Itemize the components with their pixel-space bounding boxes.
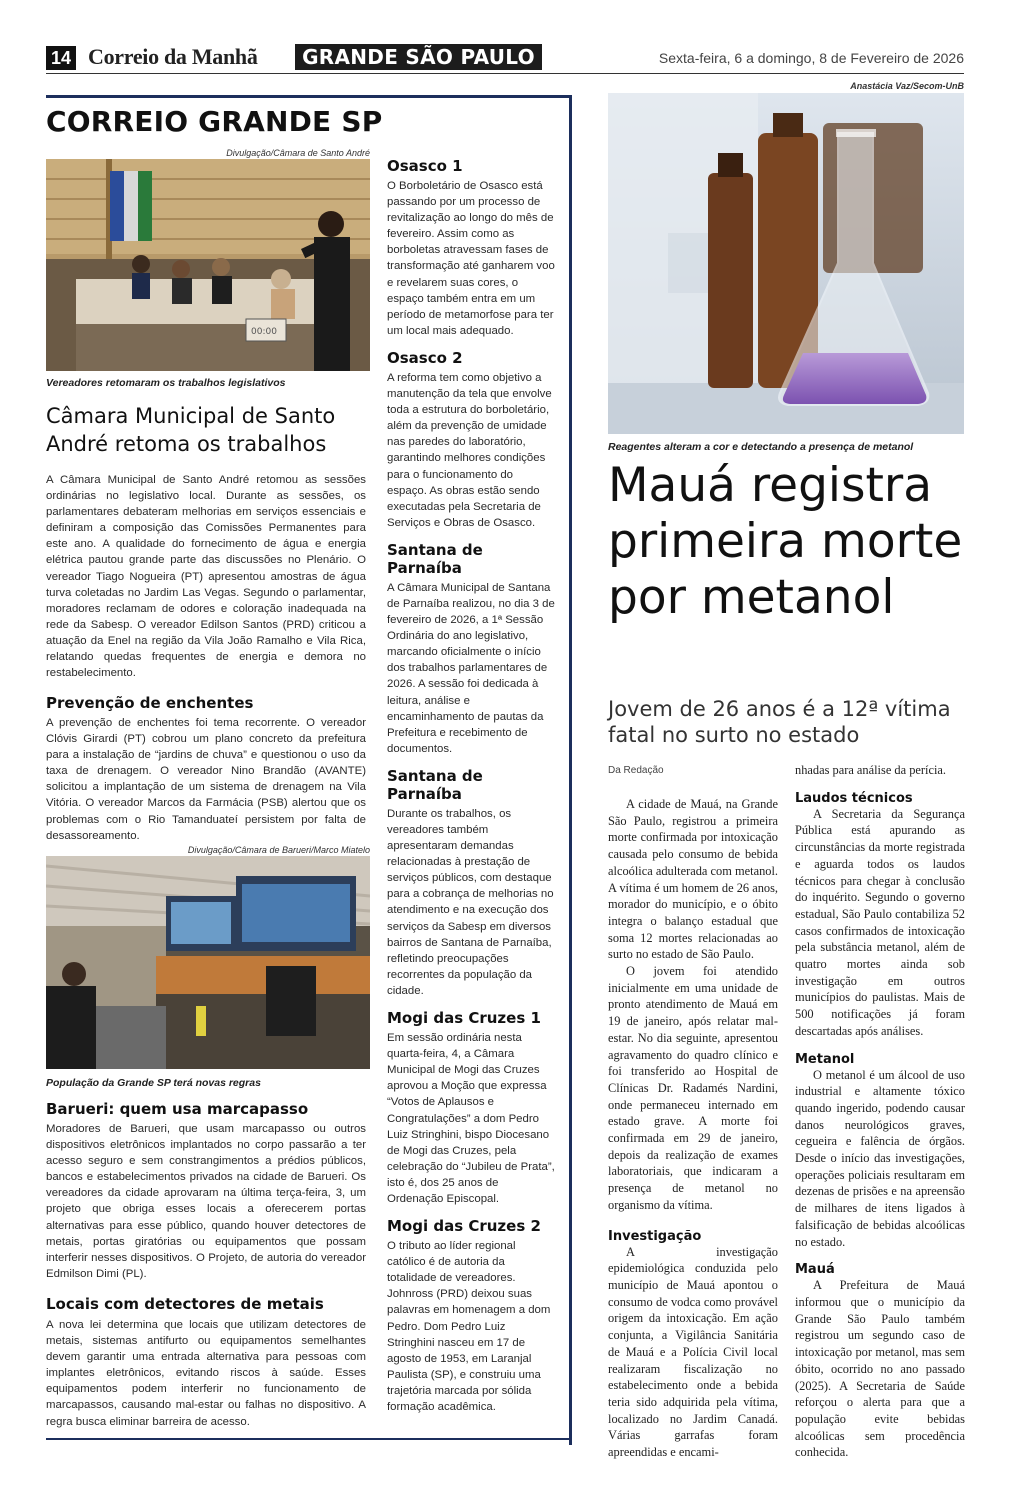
story-paragraph: A Câmara Municipal de Santo André retomou as sessões ordinárias no legislativo local. Durante as sessões, os parlamentares debateram melhorias em serviços essenciais e definiram a composição das Comissões Permanentes para este ano. A qualidade do fornecimento de água e energia elétrica pautou grande parte das discussões no Plenário. O vereador Tiago Nogueira (PT) apresentou amostras de água turva coletadas no Jardim Las Vegas. Segundo o parlamentar, moradores reclamam de odores e coloração inadequada na rede da Sabesp. O vereador Edilson Santos (PRD) criticou a atuação da Enel na região da Vila João Ramalho e Vila Rica, relatando quedas frequentes de energia e demora no restabelecimento. bbox=[46, 474, 366, 680]
newspaper-brand: Correio da Manhã bbox=[88, 44, 258, 69]
article-subheading: Metanol bbox=[795, 1051, 855, 1067]
article-subheading: Investigação bbox=[608, 1228, 702, 1244]
story-subheading: Prevenção de enchentes bbox=[46, 694, 254, 712]
main-headline: Mauá registra primeira morte por metanol bbox=[608, 458, 963, 625]
article-paragraph: O jovem foi atendido inicialmente em uma unidade de pronto atendimento de Mauá em 19 de janeiro, após relatar mal-estar. No dia seguinte, apresentou agravamento do quadro clínico e foi transferido ao Hospital de Clínicas Dr. Radamés Nardini, onde permaneceu internado em estado grave. A morte foi confirmada em 29 de janeiro, depois da realização de exames laboratoriais, que indicaram a presença de metanol no organismo da vítima. bbox=[608, 964, 778, 1212]
story-paragraph: Moradores de Barueri, que usam marcapasso ou outros dispositivos eletrônicos implantados no corpo passarão a ter acesso seguro e sem constrangimentos a prédios públicos, bancos e estabelecimentos privados na cidade de Barueri. Os vereadores da cidade aprovaram na última terça-feira, 3, um projeto que obriga esses locais a oferecerem portas alternativas para esse público, quando houver detectores de metais, portas giratórias ou equipamentos que possam interferir nesses dispositivos. O Projeto, de autoria do vereador Edmilson Dimi (PL). bbox=[46, 1123, 366, 1280]
main-column-1 bbox=[608, 796, 778, 1461]
header-rule bbox=[46, 73, 964, 74]
note-item bbox=[387, 349, 555, 531]
photo-barueri-chamber bbox=[46, 856, 370, 1069]
box-right-border bbox=[569, 95, 572, 1445]
note-item bbox=[387, 767, 555, 999]
note-text: A Câmara Municipal de Santana de Parnaíba realizou, no dia 3 de fevereiro de 2026, a 1ª Sessão Ordinária do ano legislativo, marcando oficialmente o início dos trabalhos parlamentares de 2026. A sessão foi dedicada à leitura, análise e encaminhamento de pautas da Prefeitura e recebimento de documentos. bbox=[387, 581, 555, 755]
main-deck: Jovem de 26 anos é a 12ª vítima fatal no surto no estado bbox=[608, 697, 951, 747]
photo-santo-andre-chamber bbox=[46, 159, 370, 371]
story-paragraph: A prevenção de enchentes foi tema recorrente. O vereador Clóvis Girardi (PT) cobrou um plano concreto da prefeitura para a instalação de “jardins de chuva” e questionou o uso da taxa de drenagem. O vereador Nino Brandão (AVANTE) solicitou a implantação de um sistema de drenagem na Vila Vitória. O vereador Marcos da Farmácia (PSB) alertou que os problemas com o Rio Tamanduateí persistem por falta de desassoreamento. bbox=[46, 717, 366, 842]
photo-lab-flask bbox=[608, 93, 964, 434]
photo-caption: Vereadores retomaram os trabalhos legislativos bbox=[46, 377, 286, 389]
article-paragraph: O metanol é um álcool de uso industrial e altamente tóxico quando ingerido, podendo causar danos neurológicos graves, cegueira e falência de órgãos. Desde o início das investigações, operações policiais resultaram em dezenas de prisões e na apreensão de milhares de itens ligados à falsificação de bebidas alcoólicas no estado. bbox=[795, 1067, 965, 1249]
note-item bbox=[387, 157, 555, 339]
photo-credit: Divulgação/Câmara de Santo André bbox=[226, 148, 370, 158]
note-title: Mogi das Cruzes 2 bbox=[387, 1217, 541, 1236]
note-item bbox=[387, 1009, 555, 1207]
photo-credit: Anastácia Vaz/Secom-UnB bbox=[850, 81, 964, 91]
article-paragraph: A Secretaria da Segurança Pública está apurando as circunstâncias da morte registrada e aguarda todos os laudos técnicos para chegar à conclusão do inquérito. Segundo o governo estadual, São Paulo contabiliza 52 casos confirmados de intoxicação pela substância metanol, além de quatro mortes ainda sob investigação em outros municípios do paulistas. Mais de 500 notificações já foram descartadas após análises. bbox=[795, 806, 965, 1038]
note-title: Santana de Parnaíba bbox=[387, 766, 483, 803]
article-paragraph: A cidade de Mauá, na Grande São Paulo, registrou a primeira morte confirmada por intoxicação causada pelo consumo de bebida alcoólica adulterada com metanol. A vítima é um homem de 26 anos, morador do município, e o óbito integra o balanço estadual que soma 12 mortes relacionadas ao surto no estado de São Paulo. bbox=[608, 797, 779, 962]
story-paragraph: A nova lei determina que locais que utilizam detectores de metais, sistemas antifurto ou equipamentos semelhantes devem garantir uma entrada alternativa para pessoas com implantes eletrônicos, evitando riscos à saúde. Esses equipamentos podem interferir no funcionamento de marcapassos, causando mal-estar ou falhas no dispositivo. A regra busca eliminar barreira de acesso. bbox=[46, 1319, 366, 1428]
story-headline: Câmara Municipal de Santo André retoma os trabalhos bbox=[46, 404, 336, 456]
page-number: 14 bbox=[46, 46, 76, 70]
note-title: Osasco 2 bbox=[387, 348, 463, 367]
photo-caption: Reagentes alteram a cor e detectando a presença de metanol bbox=[608, 441, 914, 453]
main-column-2 bbox=[795, 762, 965, 1461]
story-subheading: Barueri: quem usa marcapasso bbox=[46, 1100, 309, 1118]
photo-caption: População da Grande SP terá novas regras bbox=[46, 1077, 261, 1089]
note-item bbox=[387, 541, 555, 757]
note-title: Osasco 1 bbox=[387, 157, 463, 175]
article-subheading: Laudos técnicos bbox=[795, 790, 913, 806]
story-subheading: Locais com detectores de metais bbox=[46, 1295, 324, 1313]
byline: Da Redação bbox=[608, 765, 664, 776]
article-subheading: Mauá bbox=[795, 1262, 835, 1278]
article-paragraph: A investigação epidemiológica conduzida pelo município de Mauá apontou o consumo de vodca como provável origem da intoxicação. Em ação conjunta, a Vigilância Sanitária de Mauá e a Polícia Civil local realizaram fiscalização no estabelecimento onde a bebida teria sido adquirida pela vítima, localizado no Jardim Canadá. Várias garrafas foram apreendidas e encami- bbox=[608, 1244, 778, 1460]
note-text: A reforma tem como objetivo a manutenção da tela que envolve toda a estrutura do borboletário, além da prevenção de umidade nas paredes do laboratório, garantindo melhores condições para o funcionamento do espaço. As obras estão sendo executadas pela Secretaria de Serviços e Obras de Osasco. bbox=[387, 371, 552, 529]
notes-column bbox=[387, 157, 555, 1425]
box-bottom-border bbox=[46, 1438, 572, 1440]
photo-credit: Divulgação/Câmara de Barueri/Marco Miatelo bbox=[187, 845, 370, 855]
timer-display: 00:00 bbox=[251, 327, 277, 337]
section-label: GRANDE SÃO PAULO bbox=[295, 44, 542, 70]
note-text: O Borboletário de Osasco está passando por um processo de revitalização ao longo do mês de fevereiro. Assim como as borboletas atravessam fases de transformação até ganharem voo e revelarem suas cores, o espaço também entra em um período de metamorfose para ter um local mais adequado. bbox=[387, 180, 555, 337]
box-top-border bbox=[46, 95, 572, 98]
note-title: Mogi das Cruzes 1 bbox=[387, 1009, 541, 1028]
box-title: CORREIO GRANDE SP bbox=[46, 105, 383, 138]
article-paragraph: nhadas para análise da perícia. bbox=[795, 763, 947, 777]
note-text: Durante os trabalhos, os vereadores também apresentaram demandas relacionadas à prestação de serviços públicos, com destaque para a cobrança de melhorias no atendimento e na execução dos serviços da Sabesp em diversos bairros de Santana de Parnaíba, refletindo preocupações recorrentes da população da cidade. bbox=[387, 807, 554, 997]
article-paragraph: A Prefeitura de Mauá informou que o município da Grande São Paulo também registrou um segundo caso de intoxicação por metanol, mas sem óbito, ocorrido no ano passado (2025). A Secretaria de Saúde reforçou o alerta para que a população evite bebidas alcoólicas sem procedência conhecida. bbox=[795, 1278, 965, 1460]
note-title: Santana de Parnaíba bbox=[387, 540, 483, 577]
note-item bbox=[387, 1217, 555, 1415]
note-text: Em sessão ordinária nesta quarta-feira, 4, a Câmara Municipal de Mogi das Cruzes aprovou a Moção que expressa “Votos de Aplausos e Congratulações” a dom Pedro Luiz Stringhini, bispo Diocesano de Mogi das Cruzes, pela celebração do “Jubileu de Prata”, isto é, dos 25 anos de Ordenação Episcopal. bbox=[387, 1032, 555, 1205]
note-text: O tributo ao líder regional católico é de autoria da totalidade de vereadores. Johnross (PRD) deixou suas palavras em homenagem a dom Pedro. Dom Pedro Luiz Stringhini nasceu em 17 de agosto de 1953, em Laranjal Paulista (SP), e construiu uma trajetória marcada por sólida formação acadêmica. bbox=[387, 1240, 551, 1413]
issue-date: Sexta-feira, 6 a domingo, 8 de Fevereiro de 2026 bbox=[658, 50, 964, 66]
